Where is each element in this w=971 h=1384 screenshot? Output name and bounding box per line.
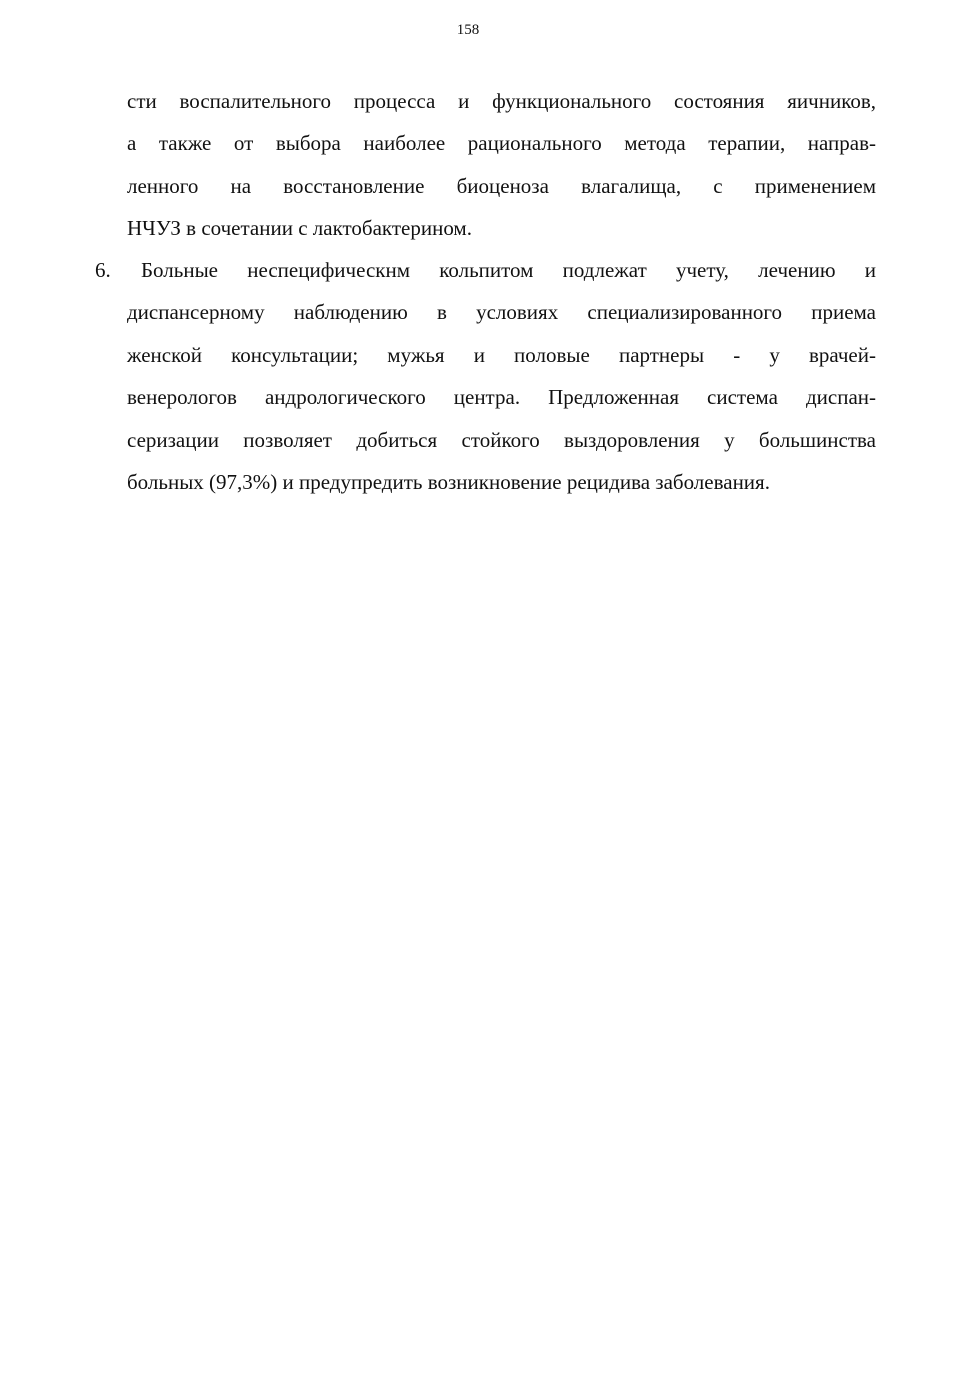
text-line: женской консультации; мужья и половые партнеры - у врачей- [127,342,876,367]
text-line: диспансерному наблюдению в условиях специализированного приема [127,300,876,325]
text-line: НЧУЗ в сочетании с лактобактерином. [127,216,472,241]
text-line: а также от выбора наиболее рационального метода терапии, направ- [127,131,876,156]
list-number: 6. [95,258,111,282]
conclusion-item-6 [127,249,876,503]
continuation-paragraph [127,80,876,250]
text-line: серизации позволяет добиться стойкого выздоровления у большинства [127,427,876,452]
text-line: ленного на восстановление биоценоза влагалища, с применением [127,173,876,198]
text-line: сти воспалительного процесса и функционального состояния яичников, [127,89,876,113]
text-line: больных (97,3%) и предупредить возникновение рецидива заболевания. [127,469,770,494]
text-line: Больные неспецифическнм кольпитом подлежат учету, лечению и [141,258,876,282]
text-line: венерологов андрологического центра. Предложенная система диспан- [127,385,876,410]
page-number: 158 [456,22,480,38]
